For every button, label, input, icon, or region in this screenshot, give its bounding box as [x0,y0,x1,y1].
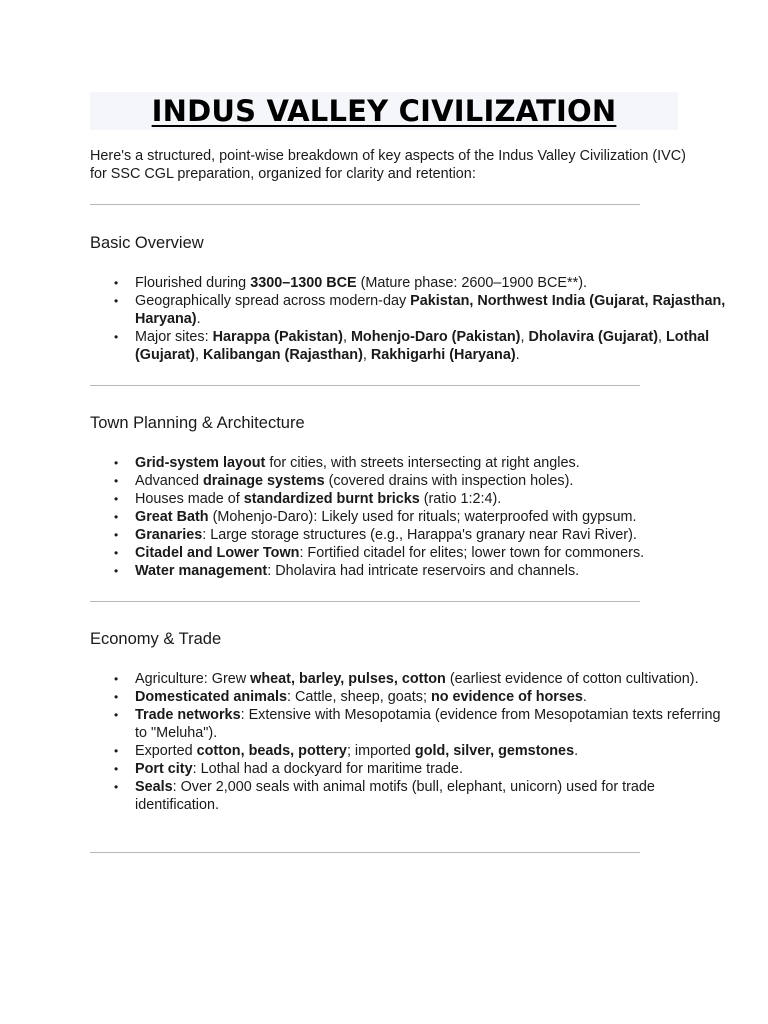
text-run: , [658,329,666,345]
list-item [135,670,735,688]
economy-trade-list [90,670,735,814]
list-item [135,472,735,490]
bold-text: Grid-system layout [135,455,266,471]
section-divider [90,204,640,205]
text-run: : Fortified citadel for elites; lower town for commoners. [299,545,645,561]
text-run: Exported [135,743,197,759]
list-item [135,328,735,364]
section-divider [90,601,640,602]
bold-text: Domesticated animals [135,689,287,705]
text-run: . [582,689,587,705]
section-heading-basic-overview: Basic Overview [90,234,204,252]
bold-text: Citadel and Lower Town [135,545,300,561]
bold-text: standardized burnt bricks [243,491,420,507]
text-run: (covered drains with inspection holes). [324,473,574,489]
bold-text: 3300–1300 BCE [250,275,357,291]
section-divider [90,852,640,853]
bold-text: Pakistan, Northwest India (Gujarat, Rajasthan, Haryana) [135,293,726,327]
list-item [135,742,735,760]
list-item [135,706,735,742]
text-run: . [515,347,520,363]
list-item [135,274,735,292]
text-run: Flourished during [135,275,251,291]
text-run: : Extensive with Mesopotamia (evidence from Mesopotamian texts referring to "Meluha"). [135,707,721,741]
text-run: . [196,311,201,327]
bold-text: Great Bath [135,509,209,525]
text-run: Geographically spread across modern-day [135,293,411,309]
bold-text: cotton, beads, pottery [196,743,347,759]
list-item [135,760,735,778]
list-item [135,688,735,706]
bold-text: Seals [135,779,173,795]
bold-text: wheat, barley, pulses, cotton [250,671,446,687]
text-run: , [362,347,371,363]
section-heading-town-planning: Town Planning & Architecture [90,414,305,432]
bold-text: Dholavira (Gujarat) [528,329,658,345]
list-item [135,526,735,544]
bold-text: drainage systems [203,473,325,489]
bold-text: Trade networks [135,707,241,723]
bold-text: Rakhigarhi (Haryana) [370,347,516,363]
text-run: Advanced [135,473,204,489]
text-run: : Dholavira had intricate reservoirs and channels. [267,563,580,579]
text-run: . [574,743,579,759]
text-run: , [342,329,351,345]
list-item [135,544,735,562]
text-run: (ratio 1:2:4). [419,491,502,507]
text-run: : Over 2,000 seals with animal motifs (bull, elephant, unicorn) used for trade identification. [135,779,655,813]
bold-text: gold, silver, gemstones [414,743,575,759]
section-divider [90,385,640,386]
list-item [135,562,735,580]
list-item [135,508,735,526]
list-item [135,454,735,472]
list-item [135,490,735,508]
bold-text: Lothal (Gujarat) [135,329,710,363]
text-run: for cities, with streets intersecting at right angles. [265,455,580,471]
town-planning-list [90,454,735,580]
page-title: INDUS VALLEY CIVILIZATION [151,94,617,128]
text-run: Agriculture: Grew [135,671,251,687]
list-item [135,778,735,814]
text-run: Houses made of [135,491,244,507]
bold-text: Port city [135,761,193,777]
text-run: : Large storage structures (e.g., Harappa's granary near Ravi River). [202,527,637,543]
text-run: (earliest evidence of cotton cultivation). [445,671,699,687]
text-run: , [520,329,529,345]
bold-text: no evidence of horses [430,689,583,705]
text-run: (Mohenjo-Daro): Likely used for rituals; waterproofed with gypsum. [208,509,637,525]
bold-text: Granaries [135,527,203,543]
basic-overview-list [90,274,735,364]
bold-text: Kalibangan (Rajasthan) [202,347,363,363]
bold-text: Water management [135,563,268,579]
list-item [135,292,735,328]
text-run: Major sites: [135,329,213,345]
bold-text: Mohenjo-Daro (Pakistan) [350,329,521,345]
section-heading-economy-trade: Economy & Trade [90,630,222,648]
intro-paragraph: Here's a structured, point-wise breakdown of key aspects of the Indus Valley Civilization (IVC) for SSC CGL preparation, organized for clarity and retention: [90,148,686,182]
text-run: , [194,347,203,363]
text-run: ; imported [346,743,415,759]
text-run: : Lothal had a dockyard for maritime trade. [192,761,463,777]
bold-text: Harappa (Pakistan) [212,329,343,345]
text-run: : Cattle, sheep, goats; [286,689,431,705]
text-run: (Mature phase: 2600–1900 BCE**). [356,275,588,291]
